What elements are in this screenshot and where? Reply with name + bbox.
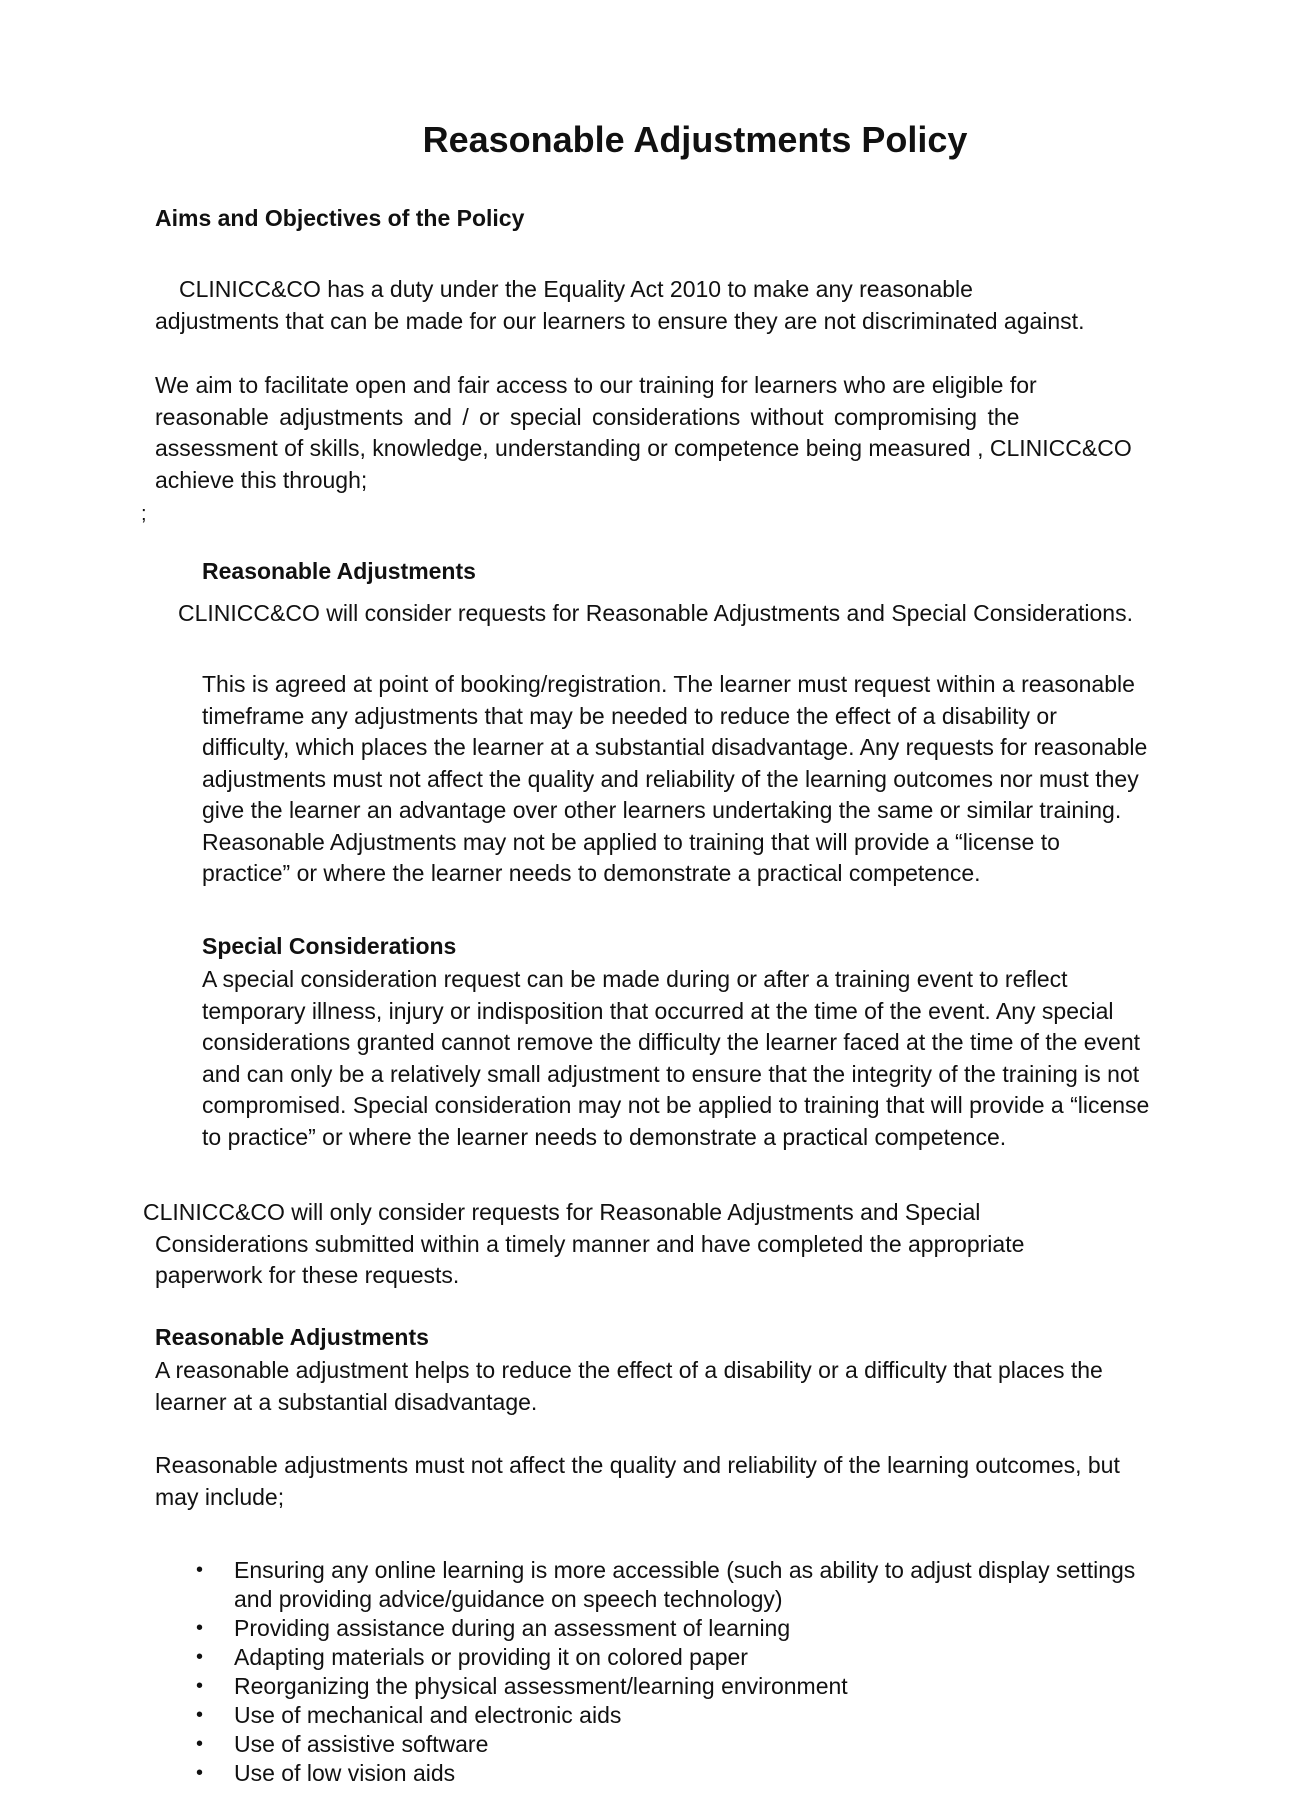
list-item-text: Reorganizing the physical assessment/learning environment	[234, 1673, 848, 1699]
sc-detail-line: temporary illness, injury or indisposition that occurred at the time of the event. Any special	[202, 997, 1114, 1024]
ra2-definition-line: A reasonable adjustment helps to reduce the effect of a disability or a difficulty that places the	[155, 1357, 1103, 1383]
ra2-definition-paragraph	[155, 1355, 1103, 1418]
ra-detail-line: difficulty, which places the learner at a substantial disadvantage. Any requests for reasonable	[202, 734, 1148, 760]
timely-line: paperwork for these requests.	[155, 1262, 460, 1288]
ra-detail-paragraph	[202, 669, 1147, 890]
bullet-icon: •	[196, 1617, 204, 1639]
intro-line: CLINICC&CO has a duty under the Equality Act 2010 to make any reasonable	[179, 276, 973, 302]
aim-line: reasonable adjustments and / or special considerations without compromising the	[155, 403, 1020, 430]
bullet-icon: •	[196, 1733, 204, 1755]
bullet-icon: •	[196, 1559, 204, 1581]
aims-heading: Aims and Objectives of the Policy	[155, 205, 525, 231]
timely-line: CLINICC&CO will only consider requests for Reasonable Adjustments and Special	[143, 1199, 981, 1225]
ra-detail-line: This is agreed at point of booking/registration. The learner must request within a reasonable	[202, 671, 1135, 697]
list-item	[196, 1672, 1135, 1701]
list-item-text: Adapting materials or providing it on colored paper	[234, 1644, 748, 1670]
sc-detail-line: and can only be a relatively small adjustment to ensure that the integrity of the training is not	[202, 1060, 1140, 1087]
ra-detail-line: adjustments must not affect the quality and reliability of the learning outcomes nor must they	[202, 765, 1139, 792]
ra2-definition-line: learner at a substantial disadvantage.	[155, 1388, 538, 1415]
aim-paragraph	[155, 370, 1132, 496]
bullet-icon: •	[196, 1704, 204, 1726]
list-item-text: Ensuring any online learning is more accessible (such as ability to adjust display settings	[234, 1557, 1136, 1583]
ra-detail-line: practice” or where the learner needs to demonstrate a practical competence.	[202, 860, 981, 886]
sc-detail-paragraph	[202, 964, 1149, 1153]
list-item	[196, 1556, 1135, 1614]
sc-detail-line: considerations granted cannot remove the difficulty the learner faced at the time of the event	[202, 1029, 1141, 1055]
aim-line: assessment of skills, knowledge, understanding or competence being measured , CLINICC&CO	[155, 435, 1132, 461]
ra2-heading: Reasonable Adjustments	[155, 1324, 429, 1350]
list-item-text: Use of low vision aids	[234, 1760, 456, 1786]
aim-line: achieve this through;	[155, 466, 368, 493]
adjustments-list	[196, 1556, 1135, 1788]
list-item-text: and providing advice/guidance on speech technology)	[234, 1586, 783, 1612]
list-item	[196, 1643, 1135, 1672]
list-item-text: Use of mechanical and electronic aids	[234, 1702, 622, 1728]
intro-line: adjustments that can be made for our learners to ensure they are not discriminated against.	[155, 307, 1085, 334]
stray-semicolon: ;	[141, 503, 147, 525]
list-item	[196, 1701, 1135, 1730]
ra-heading: Reasonable Adjustments	[202, 558, 476, 584]
sc-heading: Special Considerations	[202, 933, 457, 959]
list-item	[196, 1614, 1135, 1643]
bullet-icon: •	[196, 1646, 204, 1668]
bullet-icon: •	[196, 1762, 204, 1784]
ra2-include-line: may include;	[155, 1483, 285, 1510]
ra-detail-line: give the learner an advantage over other learners undertaking the same or similar training.	[202, 797, 1122, 823]
list-item-text: Providing assistance during an assessment of learning	[234, 1615, 791, 1641]
ra-detail-line: Reasonable Adjustments may not be applied to training that will provide a “license to	[202, 828, 1060, 855]
page-title: Reasonable Adjustments Policy	[422, 119, 968, 160]
ra-detail-line: timeframe any adjustments that may be needed to reduce the effect of a disability or	[202, 702, 1057, 729]
aim-line: We aim to facilitate open and fair access to our training for learners who are eligible for	[155, 372, 1037, 398]
list-item-text: Use of assistive software	[234, 1731, 489, 1757]
timely-paragraph	[143, 1197, 1024, 1292]
ra-consider-text: CLINICC&CO will consider requests for Reasonable Adjustments and Special Considerations.	[178, 600, 1133, 626]
sc-detail-line: A special consideration request can be made during or after a training event to reflect	[202, 966, 1068, 992]
list-item	[196, 1759, 1135, 1788]
intro-paragraph	[155, 274, 1084, 337]
ra2-include-paragraph	[155, 1450, 1120, 1513]
timely-line: Considerations submitted within a timely manner and have completed the appropriate	[155, 1230, 1025, 1257]
bullet-icon: •	[196, 1675, 204, 1697]
sc-detail-line: compromised. Special consideration may not be applied to training that will provide a “license	[202, 1092, 1150, 1118]
sc-detail-line: to practice” or where the learner needs to demonstrate a practical competence.	[202, 1123, 1007, 1150]
list-item	[196, 1730, 1135, 1759]
ra2-include-line: Reasonable adjustments must not affect the quality and reliability of the learning outcomes, but	[155, 1452, 1120, 1478]
